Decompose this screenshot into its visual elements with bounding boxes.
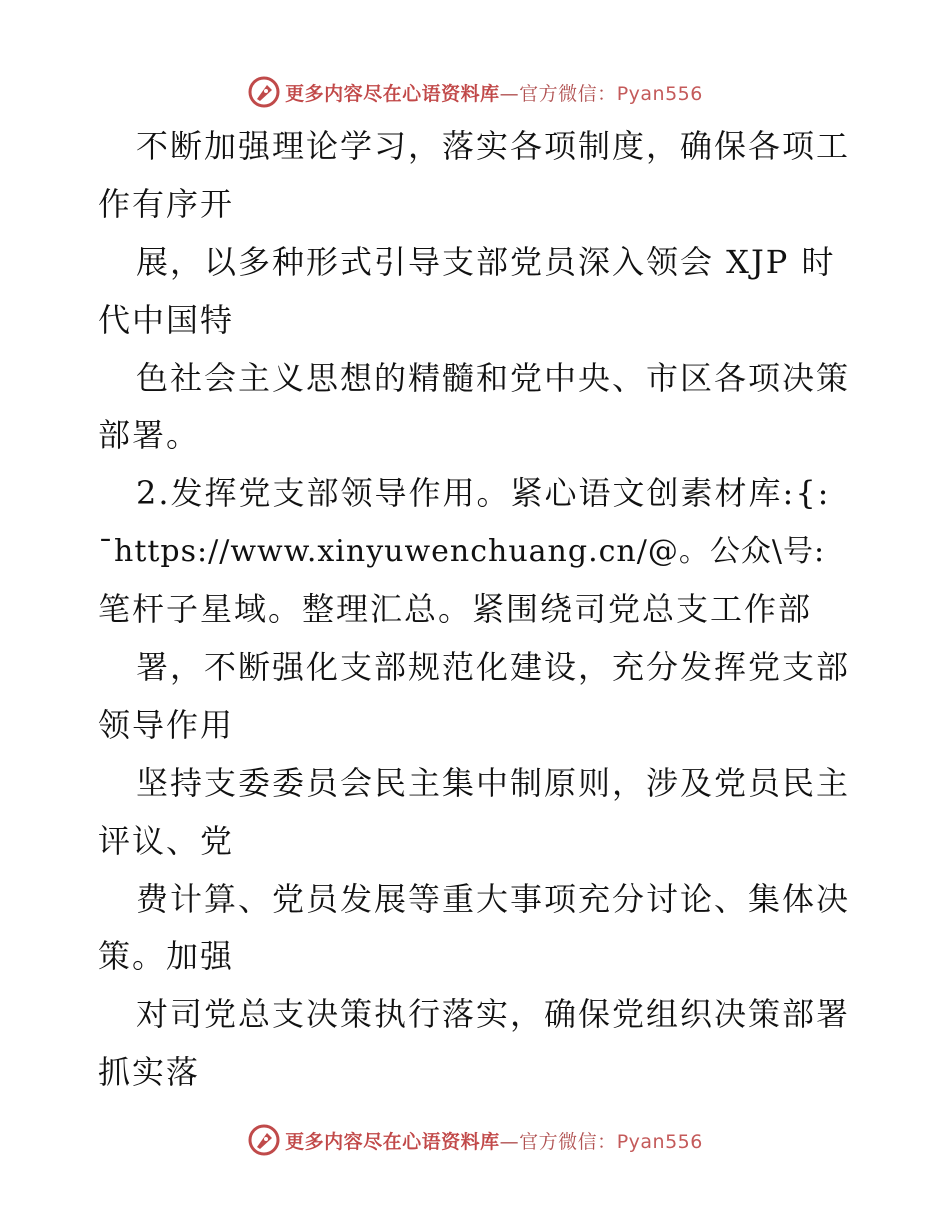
text-line: 2.发挥党支部领导作用。紧心语文创素材库:{: [136,474,831,513]
watermark-wechat-id: Pyan556 [616,1130,703,1153]
watermark-text [285,79,703,106]
pen-nib-logo-icon [247,75,281,109]
text-line: 作有序开 [98,184,235,223]
text-line: 展，以多种形式引导支部党员深入领会 XJP 时 [136,242,836,281]
text-line: 抓实落 [98,1053,201,1092]
watermark-official-label: 官方微信： [519,1130,617,1153]
text-line: 策。加强 [98,937,235,976]
text-line: 部署。 [98,416,201,455]
text-line: 署，不断强化支部规范化建设，充分发挥党支部 [136,648,851,687]
text-line: ¯https://www.xinyuwenchuang.cn/@。公众\号: [98,534,826,570]
watermark-official-label: 官方微信： [519,82,617,105]
watermark-wechat-id: Pyan556 [616,82,703,105]
watermark-text [285,1127,703,1154]
watermark-site: 更多内容尽在心语资料库 [285,1130,500,1153]
text-line: 不断加强理论学习，落实各项制度，确保各项工 [136,127,851,165]
text-line: 笔杆子星域。整理汇总。紧围绕司党总支工作部 [98,590,813,629]
watermark-dash: — [499,82,520,105]
document-body [98,118,858,1102]
text-line: 领导作用 [98,705,235,744]
pen-nib-logo-icon [247,1123,281,1157]
text-line: 费计算、党员发展等重大事项充分讨论、集体决 [136,879,851,918]
text-line: 评议、党 [98,821,235,860]
footer-watermark [0,1120,950,1160]
watermark-site: 更多内容尽在心语资料库 [285,82,500,105]
text-line: 代中国特 [98,300,235,339]
text-line: 色社会主义思想的精髓和党中央、市区各项决策 [136,358,851,397]
text-line: 对司党总支决策执行落实，确保党组织决策部署 [136,995,851,1034]
watermark-dash: — [499,1130,520,1153]
text-line: 坚持支委委员会民主集中制原则，涉及党员民主 [136,763,851,802]
header-watermark [0,72,950,112]
